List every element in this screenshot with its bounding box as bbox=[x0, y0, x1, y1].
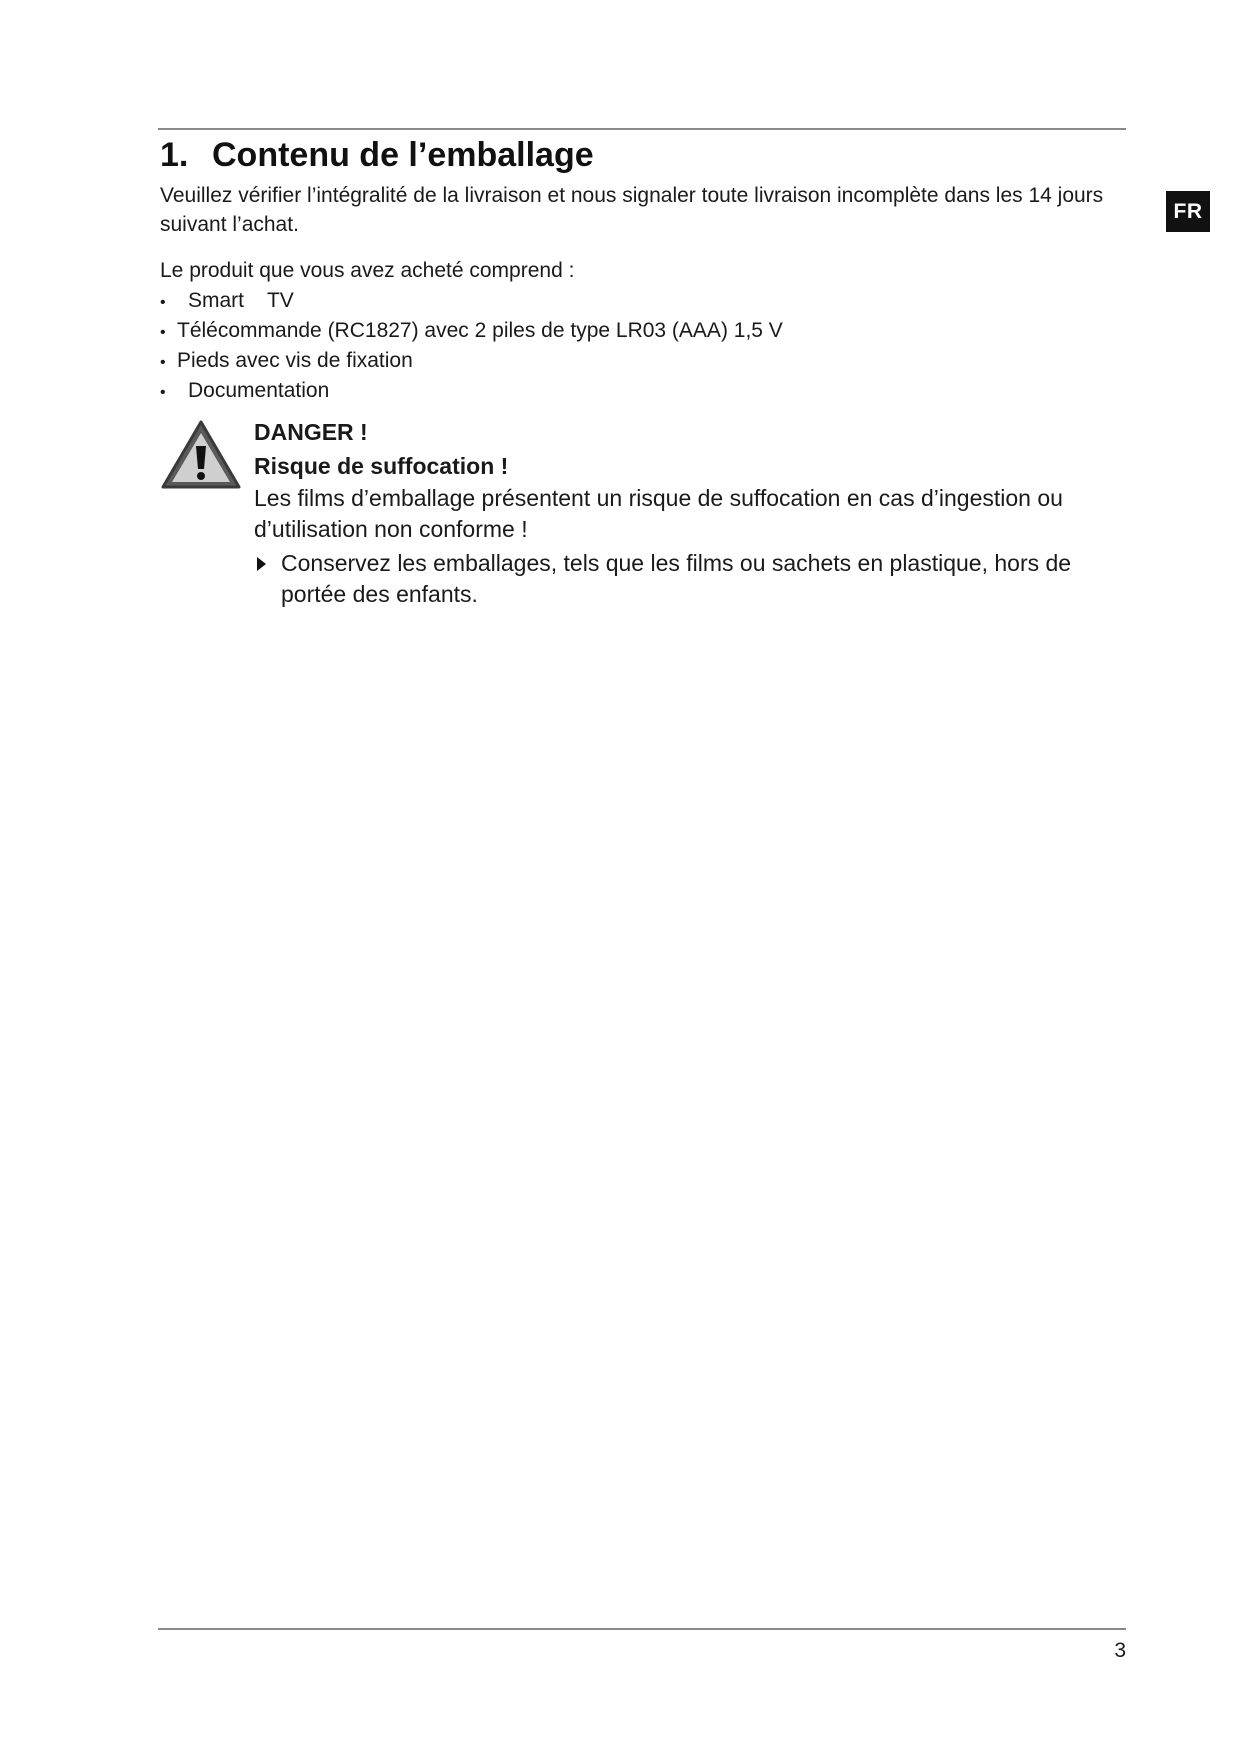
footer-rule bbox=[158, 1628, 1126, 1630]
bullet-icon: • bbox=[160, 294, 166, 311]
warning-triangle-icon bbox=[160, 419, 242, 491]
danger-subtitle: Risque de suffocation ! bbox=[254, 453, 509, 479]
header-rule bbox=[158, 128, 1126, 130]
bullet-icon: • bbox=[160, 324, 166, 341]
list-item: • Pieds avec vis de fixation bbox=[160, 346, 783, 376]
list-item: • Télécommande (RC1827) avec 2 piles de type LR03 (AAA) 1,5 V bbox=[160, 316, 783, 346]
page-number: 3 bbox=[1114, 1639, 1126, 1662]
section-number: 1. bbox=[160, 136, 189, 174]
danger-text: Les films d’emballage présentent un risque de suffocation en cas d’ingestion ou d’utilisation non conforme ! bbox=[254, 485, 1063, 542]
language-tab: FR bbox=[1166, 191, 1210, 232]
section-heading bbox=[160, 133, 594, 177]
danger-action: Conservez les emballages, tels que les films ou sachets en plastique, hors de portée des enfants. bbox=[254, 548, 1111, 610]
contents-list bbox=[160, 286, 783, 406]
list-item: • Documentation bbox=[160, 376, 783, 406]
list-item: • Smart TV bbox=[160, 286, 783, 316]
intro-paragraph: Veuillez vérifier l’intégralité de la livraison et nous signaler toute livraison incomplète dans les 14 jours suivant l’achat. bbox=[160, 184, 1104, 236]
section-title: Contenu de l’emballage bbox=[212, 136, 594, 174]
danger-title: DANGER ! bbox=[254, 419, 368, 445]
contents-lead: Le produit que vous avez acheté comprend : bbox=[160, 259, 575, 282]
arrow-right-icon bbox=[257, 557, 266, 571]
bullet-icon: • bbox=[160, 384, 166, 401]
bullet-icon: • bbox=[160, 354, 166, 371]
danger-notice bbox=[254, 415, 1124, 610]
